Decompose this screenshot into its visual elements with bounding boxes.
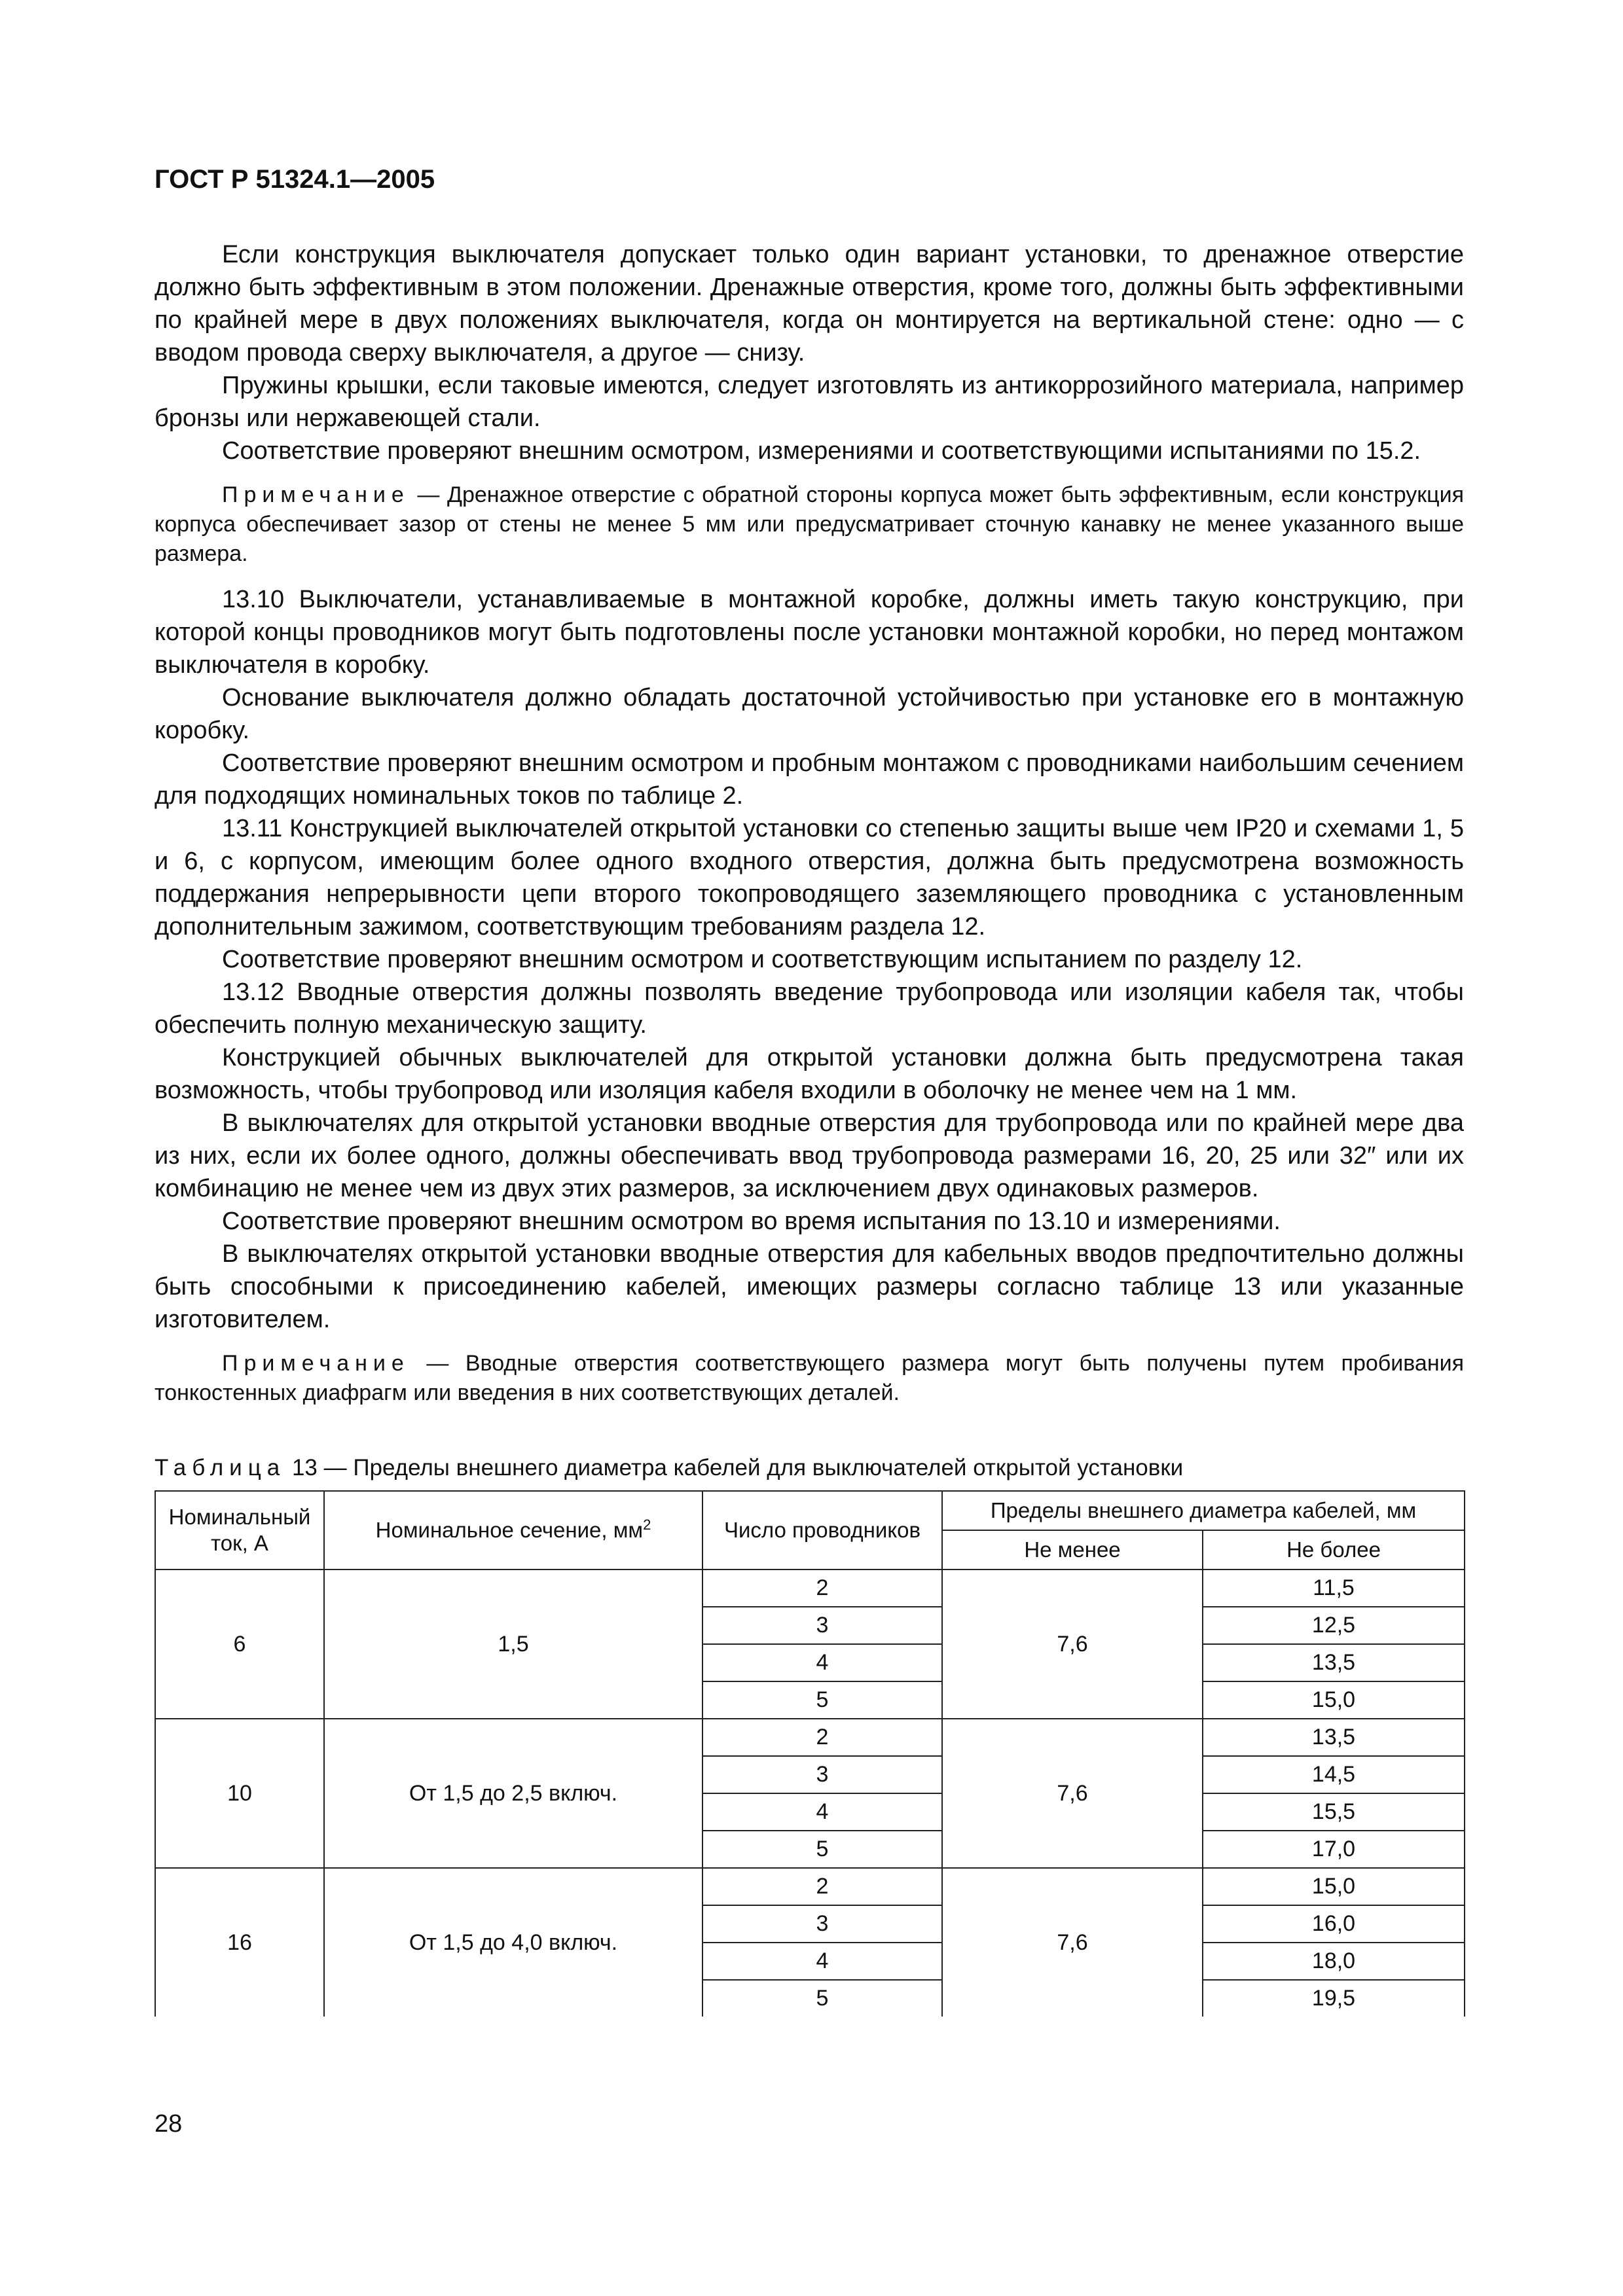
header-current: Номинальный ток, А xyxy=(155,1491,324,1570)
table-caption xyxy=(155,1454,1464,1482)
note-text: — Дренажное отверстие с обратной стороны корпуса может быть эффективным, если конструкция корпуса обеспечивает зазор от стены не менее 5 мм или предусматривает сточную канавку не менее указанного выше размера. xyxy=(155,482,1464,566)
body-text xyxy=(155,238,1464,1408)
cell-max: 15,5 xyxy=(1203,1793,1465,1831)
cell-max: 17,0 xyxy=(1203,1831,1465,1868)
page-number: 28 xyxy=(155,2110,183,2138)
paragraph: В выключателях открытой установки вводные отверстия для кабельных вводов предпочтительно должны быть способными к присоединению кабелей, имеющих размеры согласно таблице 13 или указанные изготовителем. xyxy=(155,1240,1464,1333)
table-row xyxy=(155,1719,1465,1756)
cell-conductors: 3 xyxy=(702,1905,942,1943)
header-min: Не менее xyxy=(942,1530,1203,1570)
table-caption-label: Таблица xyxy=(155,1455,286,1480)
table-row xyxy=(155,1868,1465,1905)
paragraph: 13.12 Вводные отверстия должны позволять введение трубопровода или изоляции кабеля так, чтобы обеспечить полную механическую защиту. xyxy=(155,978,1464,1039)
cell-max: 19,5 xyxy=(1203,1980,1465,2017)
paragraph: 13.10 Выключатели, устанавливаемые в монтажной коробке, должны иметь такую конструкцию, при которой концы проводников могут быть подготовлены после установки монтажной коробки, но перед монтажом выключателя в коробку. xyxy=(155,586,1464,679)
cell-min: 7,6 xyxy=(942,1719,1203,1868)
note xyxy=(155,1349,1464,1408)
cell-conductors: 4 xyxy=(702,1644,942,1681)
cell-max: 12,5 xyxy=(1203,1607,1465,1644)
header-section: Номинальное сечение, $мм^2$ xyxy=(324,1491,702,1570)
note-label: Примечание xyxy=(222,482,410,507)
cell-max: 15,0 xyxy=(1203,1681,1465,1719)
header-limits: Пределы внешнего диаметра кабелей, мм xyxy=(942,1491,1465,1530)
document-code: ГОСТ Р 51324.1—2005 xyxy=(155,165,435,194)
cell-current: 16 xyxy=(155,1868,324,2017)
note-text: — Вводные отверстия соответствующего размера могут быть получены путем пробивания тонкостенных диафрагм или введения в них соответствующих деталей. xyxy=(155,1351,1464,1405)
cell-conductors: 5 xyxy=(702,1980,942,2017)
paragraph: Основание выключателя должно обладать достаточной устойчивостью при установке его в монтажную коробку. xyxy=(155,684,1464,744)
table-body xyxy=(155,1570,1465,2017)
note-label: Примечание xyxy=(222,1351,410,1376)
paragraph: Соответствие проверяют внешним осмотром во время испытания по 13.10 и измерениями. xyxy=(222,1208,1281,1235)
cell-max: 16,0 xyxy=(1203,1905,1465,1943)
cell-conductors: 3 xyxy=(702,1607,942,1644)
cell-section: От 1,5 до 2,5 включ. xyxy=(324,1719,702,1868)
cell-section: От 1,5 до 4,0 включ. xyxy=(324,1868,702,2017)
paragraph: 13.11 Конструкцией выключателей открытой установки со степенью защиты выше чем IP20 и схемами 1, 5 и 6, с корпусом, имеющим более одного входного отверстия, должна быть предусмотрена возможность поддержания непрерывности цепи второго токопроводящего заземляющего проводника с установленным дополнительным зажимом, соответствующим требованиям раздела 12. xyxy=(155,815,1464,941)
cell-current: 6 xyxy=(155,1570,324,1719)
paragraph: Пружины крышки, если таковые имеются, следует изготовлять из антикоррозийного материала, например бронзы или нержавеющей стали. xyxy=(155,372,1464,432)
header-conductors: Число проводников xyxy=(702,1491,942,1570)
paragraph: Соответствие проверяют внешним осмотром, измерениями и соответствующими испытаниями по 15.2. xyxy=(222,437,1421,465)
paragraph: Соответствие проверяют внешним осмотром и соответствующим испытанием по разделу 12. xyxy=(222,946,1303,973)
paragraph: Если конструкция выключателя допускает только один вариант установки, то дренажное отверстие должно быть эффективным в этом положении. Дренажные отверстия, кроме того, должны быть эффективными по крайней мере в двух положениях выключателя, когда он монтируется на вертикальной стене: одно — с вводом провода сверху выключателя, а другое — снизу. xyxy=(155,241,1464,367)
cell-max: 18,0 xyxy=(1203,1943,1465,1980)
table-row xyxy=(155,1570,1465,1607)
document-page xyxy=(155,164,1464,2017)
cell-section: 1,5 xyxy=(324,1570,702,1719)
cell-max: 14,5 xyxy=(1203,1756,1465,1793)
cell-max: 13,5 xyxy=(1203,1644,1465,1681)
header-max: Не более xyxy=(1203,1530,1465,1570)
cell-conductors: 5 xyxy=(702,1681,942,1719)
paragraph: Конструкцией обычных выключателей для открытой установки должна быть предусмотрена такая возможность, чтобы трубопровод или изоляция кабеля входили в оболочку не менее чем на 1 мм. xyxy=(155,1044,1464,1104)
cell-min: 7,6 xyxy=(942,1868,1203,2017)
cell-max: 13,5 xyxy=(1203,1719,1465,1756)
cell-conductors: 2 xyxy=(702,1570,942,1607)
note xyxy=(155,480,1464,569)
table-caption-text: 13 — Пределы внешнего диаметра кабелей для выключателей открытой установки xyxy=(285,1455,1184,1480)
paragraph: Соответствие проверяют внешним осмотром и пробным монтажом с проводниками наибольшим сечением для подходящих номинальных токов по таблице 2. xyxy=(155,749,1465,810)
cell-conductors: 3 xyxy=(702,1756,942,1793)
cell-max: 15,0 xyxy=(1203,1868,1465,1905)
cell-conductors: 4 xyxy=(702,1943,942,1980)
cell-conductors: 2 xyxy=(702,1719,942,1756)
cable-diameter-table xyxy=(155,1490,1465,2017)
cell-conductors: 4 xyxy=(702,1793,942,1831)
cell-conductors: 5 xyxy=(702,1831,942,1868)
cell-max: 11,5 xyxy=(1203,1570,1465,1607)
paragraph: В выключателях для открытой установки вводные отверстия для трубопровода или по крайней мере два из них, если их более одного, должны обеспечивать ввод трубопровода размерами 16, 20, 25 или 32″ или их комбинацию не менее чем из двух этих размеров, за исключением двух одинаковых размеров. xyxy=(155,1109,1464,1202)
cell-current: 10 xyxy=(155,1719,324,1868)
cell-min: 7,6 xyxy=(942,1570,1203,1719)
cell-conductors: 2 xyxy=(702,1868,942,1905)
